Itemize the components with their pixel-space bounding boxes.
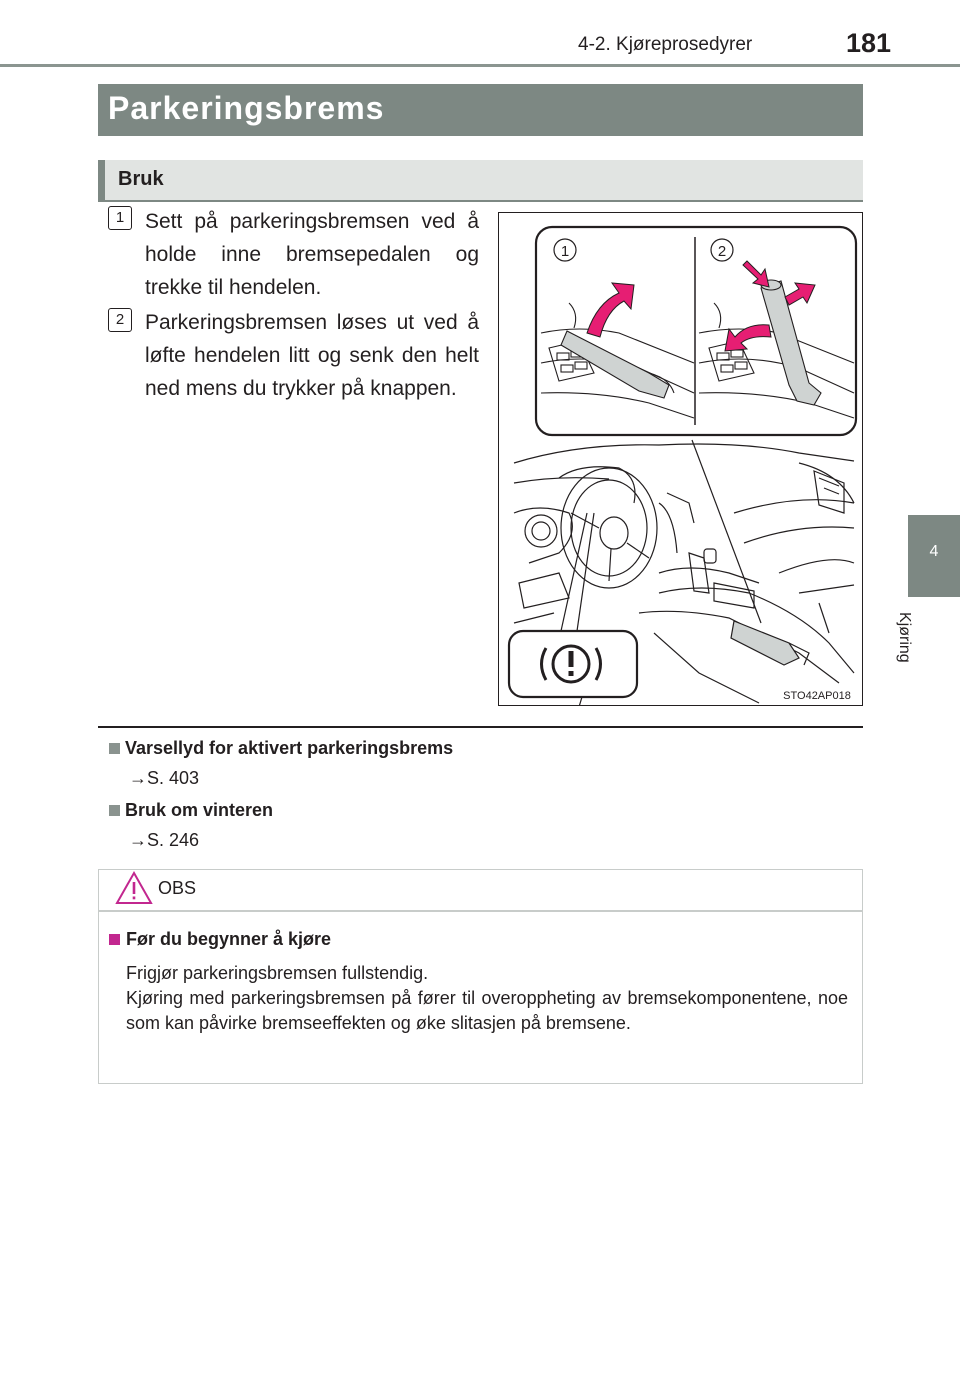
subsection-rule: [98, 200, 863, 202]
callout-2-label: 2: [717, 243, 727, 260]
caution-heading: Før du begynner å kjøre: [126, 929, 332, 949]
note-1-reference[interactable]: →S. 403: [129, 768, 200, 788]
header-rule: [0, 64, 960, 67]
parking-brake-illustration: [498, 212, 863, 706]
caution-bullet: [109, 934, 120, 945]
caution-header-rule: [98, 910, 863, 912]
note-2-bullet: [109, 805, 120, 816]
note-1-title: Varsellyd for aktivert parkeringsbrems: [125, 738, 454, 758]
running-header-section: 4-2. Kjøreprosedyrer: [578, 34, 753, 55]
page-title: Parkeringsbrems: [108, 90, 385, 126]
note-2-reference[interactable]: →S. 246: [129, 830, 200, 850]
illustration-svg: [499, 213, 863, 706]
subsection-title: Bruk: [118, 168, 164, 190]
warning-triangle-icon: [114, 870, 154, 906]
callout-1-label: 1: [560, 243, 570, 260]
step-2-text: Parkeringsbremsen løses ut ved å løfte hendelen litt og senk den helt ned mens du trykker på knappen.: [145, 311, 479, 400]
page-number: 181: [846, 28, 892, 58]
caution-line-1: Frigjør parkeringsbremsen fullstendig.: [126, 963, 429, 983]
caution-label: OBS: [158, 878, 197, 898]
step-1-text: Sett på parkeringsbremsen ved å holde inne bremsepedalen og trekke til hendelen.: [145, 210, 479, 299]
section-divider: [98, 726, 863, 728]
step-2-number: 2: [108, 308, 132, 332]
figure-code: STO42AP018: [783, 690, 851, 702]
chapter-tab-number: 4: [929, 543, 939, 560]
note-2-title: Bruk om vinteren: [125, 800, 274, 820]
note-1-bullet: [109, 743, 120, 754]
chapter-tab-label: Kjøring: [896, 612, 913, 663]
subsection-bar: [98, 160, 863, 200]
caution-body: [126, 961, 848, 1036]
step-1-number: 1: [108, 206, 132, 230]
chapter-tab-label-wrap: [886, 612, 913, 672]
caution-line-2: Kjøring med parkeringsbremsen på fører til overoppheting av bremsekomponentene, noe som kan påvirke bremseeffekten og øke slitasjen på bremsene.: [126, 988, 848, 1033]
